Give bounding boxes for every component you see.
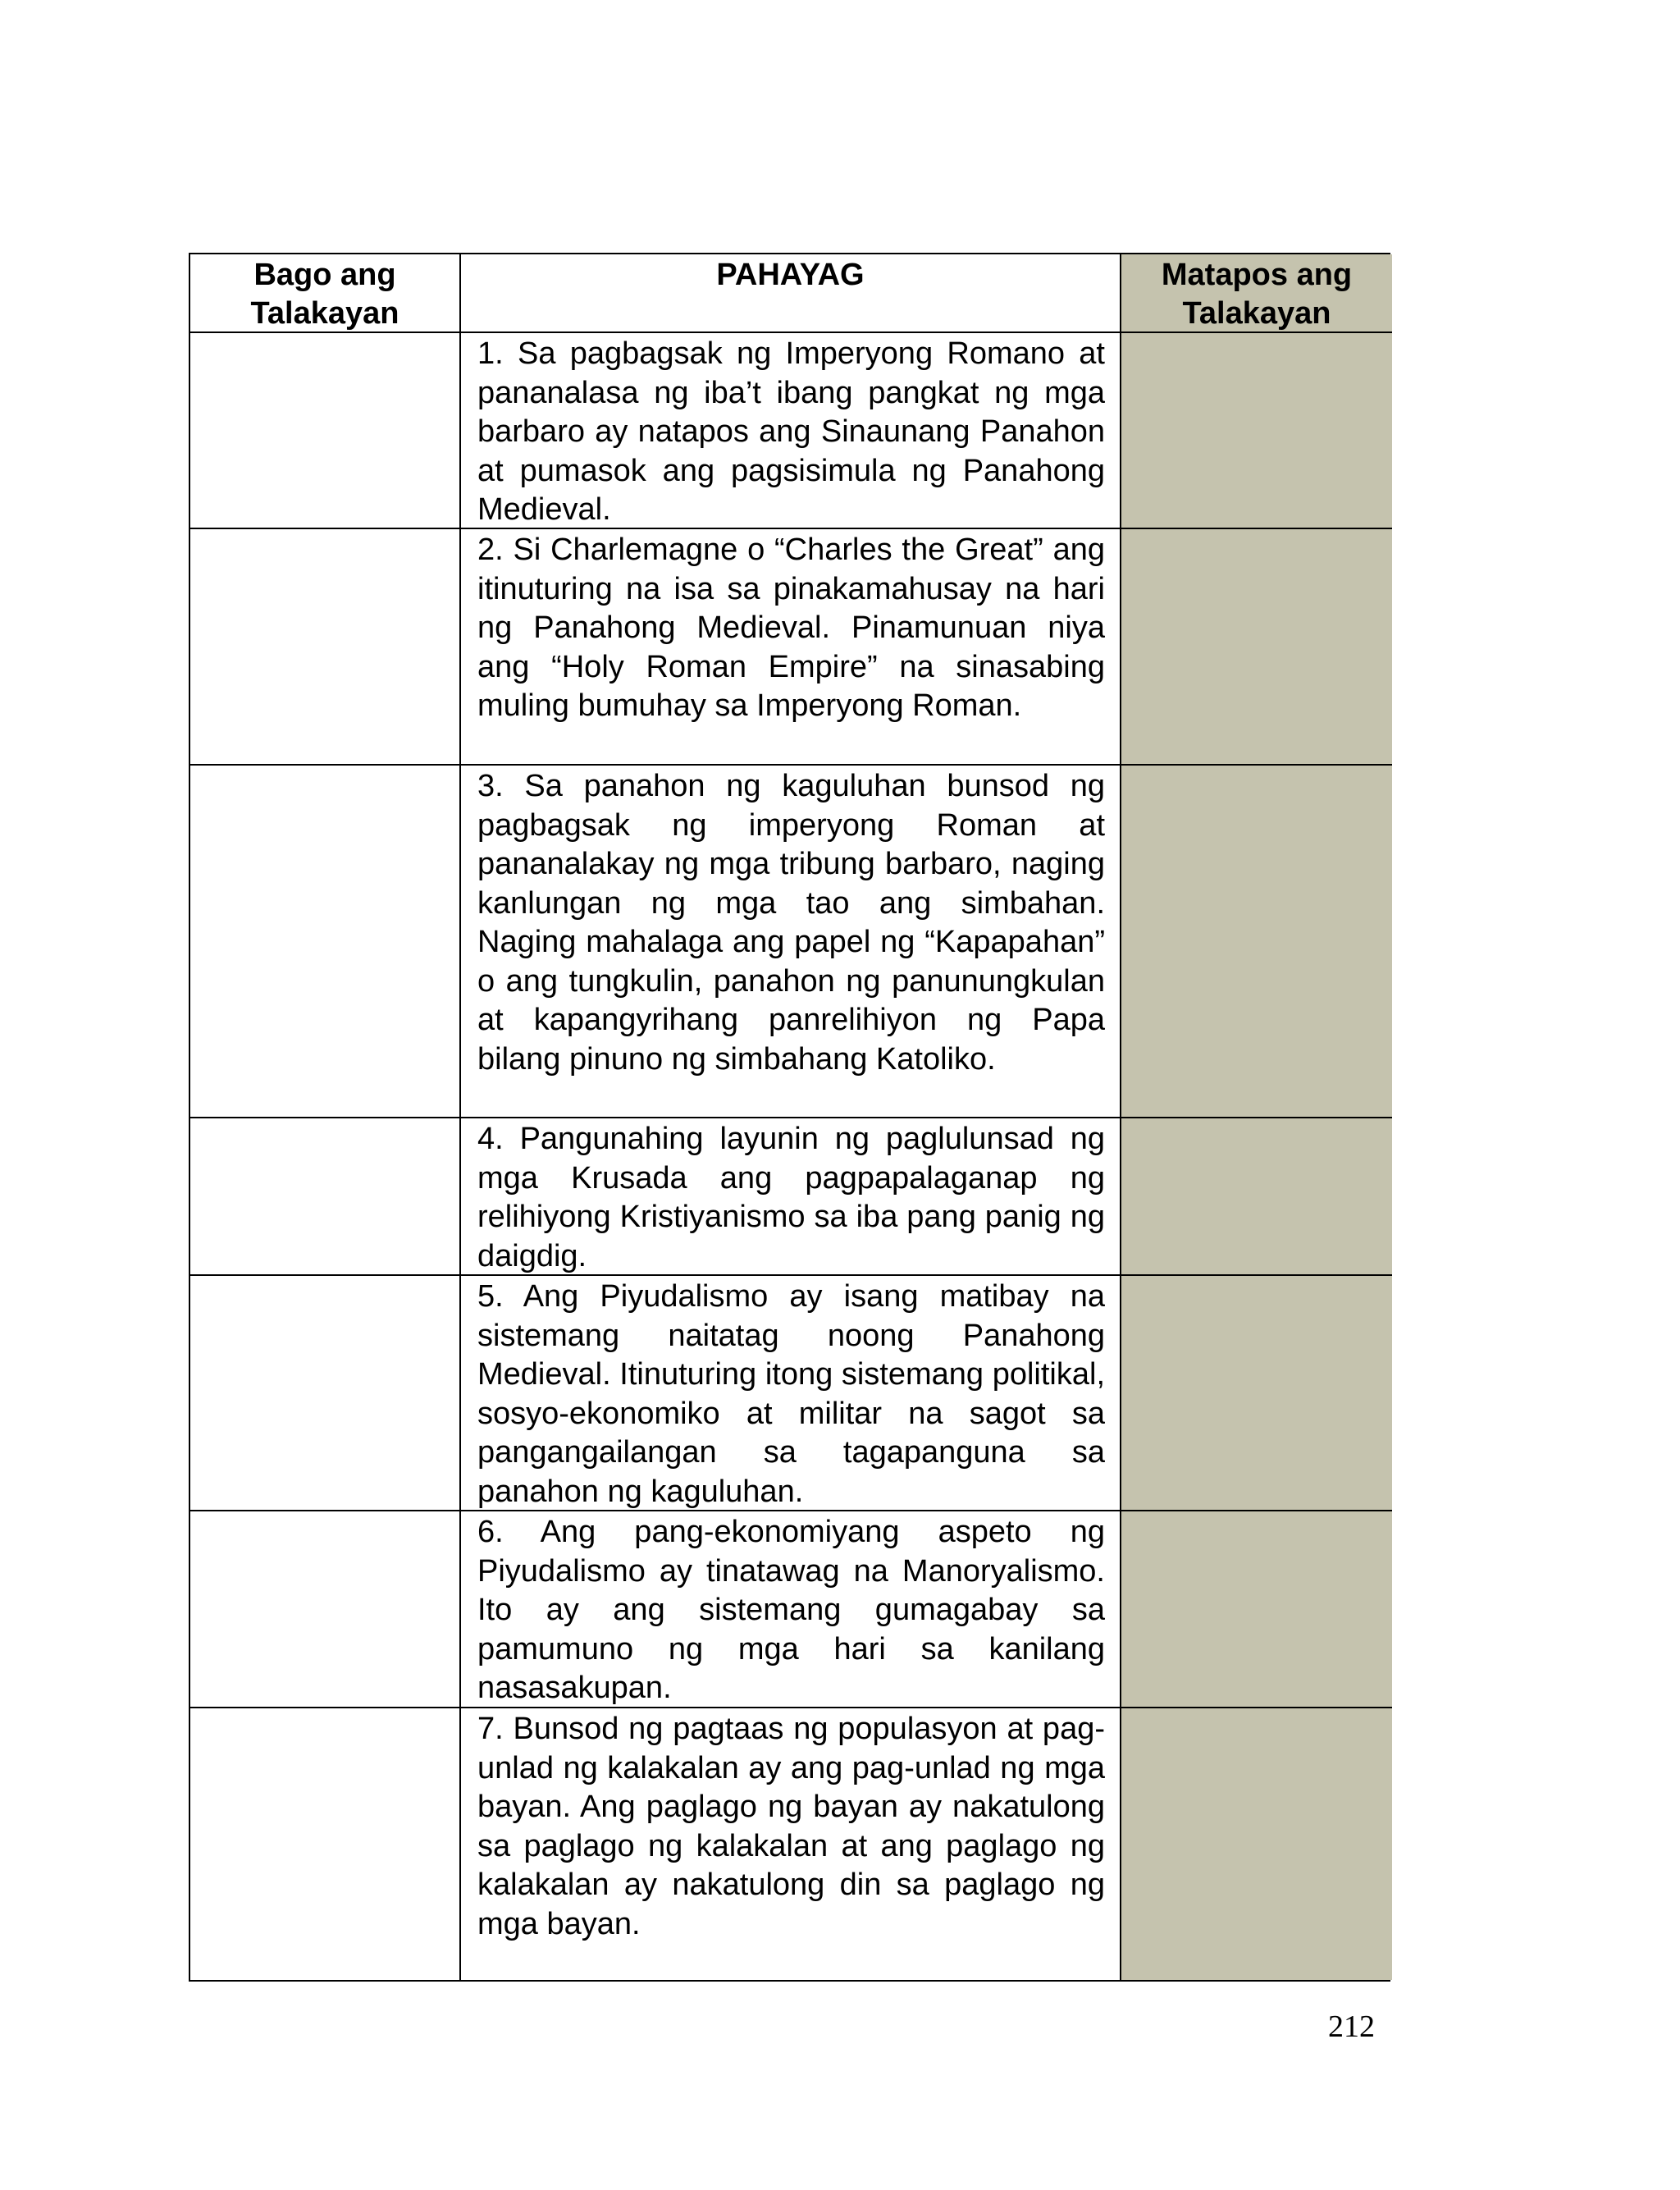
header-statement [461, 254, 1121, 333]
header-before-discussion [190, 254, 461, 333]
answer-before-cell-1[interactable] [190, 333, 461, 529]
header-after-label: Matapos ang Talakayan [1161, 258, 1353, 331]
header-before-label: Bago ang Talakayan [250, 258, 399, 331]
header-statement-label: PAHAYAG [716, 258, 865, 292]
answer-before-cell-5[interactable] [190, 1276, 461, 1511]
statement-cell-3: 3. Sa panahon ng kaguluhan bunsod ng pagbagsak ng imperyong Roman at pananalakay ng mga tribung barbaro, naging kanlungan ng mga tao ang simbahan. Naging mahalaga ang papel ng “Kapapahan” o ang tungkulin, panahon ng panunungkulan at kapangyrihang panrelihiyon ng Papa bilang pinuno ng simbahang Katoliko. [461, 766, 1121, 1118]
answer-before-cell-7[interactable] [190, 1708, 461, 1980]
answer-before-cell-6[interactable] [190, 1511, 461, 1708]
answer-after-cell-7[interactable] [1121, 1708, 1392, 1980]
answer-after-cell-5[interactable] [1121, 1276, 1392, 1511]
statement-table [189, 253, 1390, 1982]
answer-after-cell-1[interactable] [1121, 333, 1392, 529]
statement-cell-5: 5. Ang Piyudalismo ay isang matibay na sistemang naitatag noong Panahong Medieval. Itinuturing itong sistemang politikal, sosyo-ekonomiko at militar na sagot sa pangangailangan sa tagapanguna sa panahon ng kaguluhan. [461, 1276, 1121, 1511]
answer-after-cell-4[interactable] [1121, 1118, 1392, 1276]
statement-cell-6: 6. Ang pang-ekonomiyang aspeto ng Piyudalismo ay tinatawag na Manoryalismo. Ito ay ang sistemang gumagabay sa pamumuno ng mga hari sa kanilang nasasakupan. [461, 1511, 1121, 1708]
statement-cell-7: 7. Bunsod ng pagtaas ng populasyon at pag-unlad ng kalakalan ay ang pag-unlad ng mga bayan. Ang paglago ng bayan ay nakatulong sa paglago ng kalakalan at ang paglago ng kalakalan ay nakatulong din sa paglago ng mga bayan. [461, 1708, 1121, 1980]
statement-cell-4: 4. Pangunahing layunin ng paglulunsad ng mga Krusada ang pagpapalaganap ng relihiyong Kristiyanismo sa iba pang panig ng daigdig. [461, 1118, 1121, 1276]
answer-before-cell-3[interactable] [190, 766, 461, 1118]
answer-after-cell-3[interactable] [1121, 766, 1392, 1118]
page-number: 212 [1328, 2009, 1375, 2044]
statement-cell-1: 1. Sa pagbagsak ng Imperyong Romano at pananalasa ng iba’t ibang pangkat ng mga barbaro ay natapos ang Sinaunang Panahon at pumasok ang pagsisimula ng Panahong Medieval. [461, 333, 1121, 529]
answer-before-cell-4[interactable] [190, 1118, 461, 1276]
statement-cell-2: 2. Si Charlemagne o “Charles the Great” ang itinuturing na isa sa pinakamahusay na hari ng Panahong Medieval. Pinamunuan niya ang “Holy Roman Empire” na sinasabing muling bumuhay sa Imperyong Roman. [461, 529, 1121, 766]
answer-after-cell-2[interactable] [1121, 529, 1392, 766]
header-after-discussion [1121, 254, 1392, 333]
answer-after-cell-6[interactable] [1121, 1511, 1392, 1708]
answer-before-cell-2[interactable] [190, 529, 461, 766]
